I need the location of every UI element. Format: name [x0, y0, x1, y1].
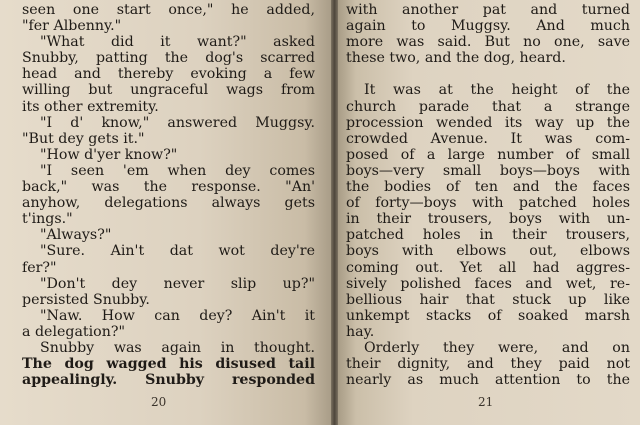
paragraph-break	[346, 66, 630, 82]
text-line: again to Muggsy. And much	[346, 18, 630, 35]
page-number: 20	[151, 395, 167, 409]
text-line: crowded Avenue. It was com-	[346, 130, 630, 147]
text-line: "I seen 'em when dey comes	[40, 162, 315, 179]
text-line: nearly as much attention to the	[346, 372, 630, 389]
text-line: Snubby was again in thought.	[40, 339, 315, 356]
text-line: the bodies of ten and the faces	[346, 179, 630, 196]
text-line: posed of a large number of small	[346, 146, 630, 163]
text-line: its other extremity.	[22, 98, 159, 115]
text-line: "Don't dey never slip up?"	[40, 275, 315, 292]
right-page	[338, 0, 640, 425]
text-line: unkempt stacks of soaked marsh	[346, 307, 630, 324]
text-line: "How d'yer know?"	[40, 146, 178, 163]
text-line: in their trousers, boys with un-	[346, 211, 630, 228]
text-line: "I d' know," answered Muggsy.	[40, 114, 315, 131]
text-line: with another pat and turned	[346, 2, 630, 18]
text-line: persisted Snubby.	[22, 291, 150, 308]
text-line: boys—very small boys—boys with	[346, 162, 630, 179]
text-line: a delegation?"	[22, 323, 125, 340]
page-number: 21	[478, 395, 494, 409]
text-line: "What did it want?" asked	[40, 34, 315, 51]
text-line: church parade that a strange	[346, 98, 630, 115]
text-line: hay.	[346, 323, 375, 340]
text-line: back," was the response. "An'	[22, 179, 315, 196]
text-line: more was said. But no one, save	[346, 34, 630, 51]
text-line: "Naw. How can dey? Ain't it	[40, 307, 315, 324]
text-line: t'ings."	[22, 211, 73, 228]
text-line: It was at the height of the	[364, 82, 630, 99]
text-line: seen one start once," he added,	[22, 2, 315, 18]
text-line: of forty—boys with patched holes	[346, 195, 630, 212]
text-line: "Always?"	[40, 227, 112, 244]
text-line: coming out. Yet all had aggres-	[346, 259, 630, 276]
text-line: fer?"	[22, 259, 57, 276]
text-line: "Sure. Ain't dat wot dey're	[40, 243, 315, 260]
text-line: appealingly. Snubby responded	[22, 372, 315, 389]
text-line: The dog wagged his disused tail	[22, 356, 315, 373]
text-line: Snubby, patting the dog's scarred	[22, 50, 315, 67]
text-line: their dignity, and they paid not	[346, 356, 630, 373]
text-line: "fer Albenny."	[22, 18, 122, 35]
text-line: Orderly they were, and on	[364, 339, 630, 356]
text-line: "But dey gets it."	[22, 130, 145, 147]
text-line: sively polished faces and wet, re-	[346, 275, 630, 292]
text-line: procession wended its way up the	[346, 114, 630, 131]
text-line: willing but ungraceful wags from	[22, 82, 315, 99]
text-line: boys with elbows out, elbows	[346, 243, 630, 260]
book-gutter	[331, 0, 338, 425]
text-line: head and thereby evoking a few	[22, 66, 315, 83]
text-line: patched holes in their trousers,	[346, 227, 630, 244]
text-line: anyhow, delegations always gets	[22, 195, 315, 212]
text-line: bellious hair that stuck up like	[346, 291, 630, 308]
text-line: these two, and the dog, heard.	[346, 50, 566, 67]
